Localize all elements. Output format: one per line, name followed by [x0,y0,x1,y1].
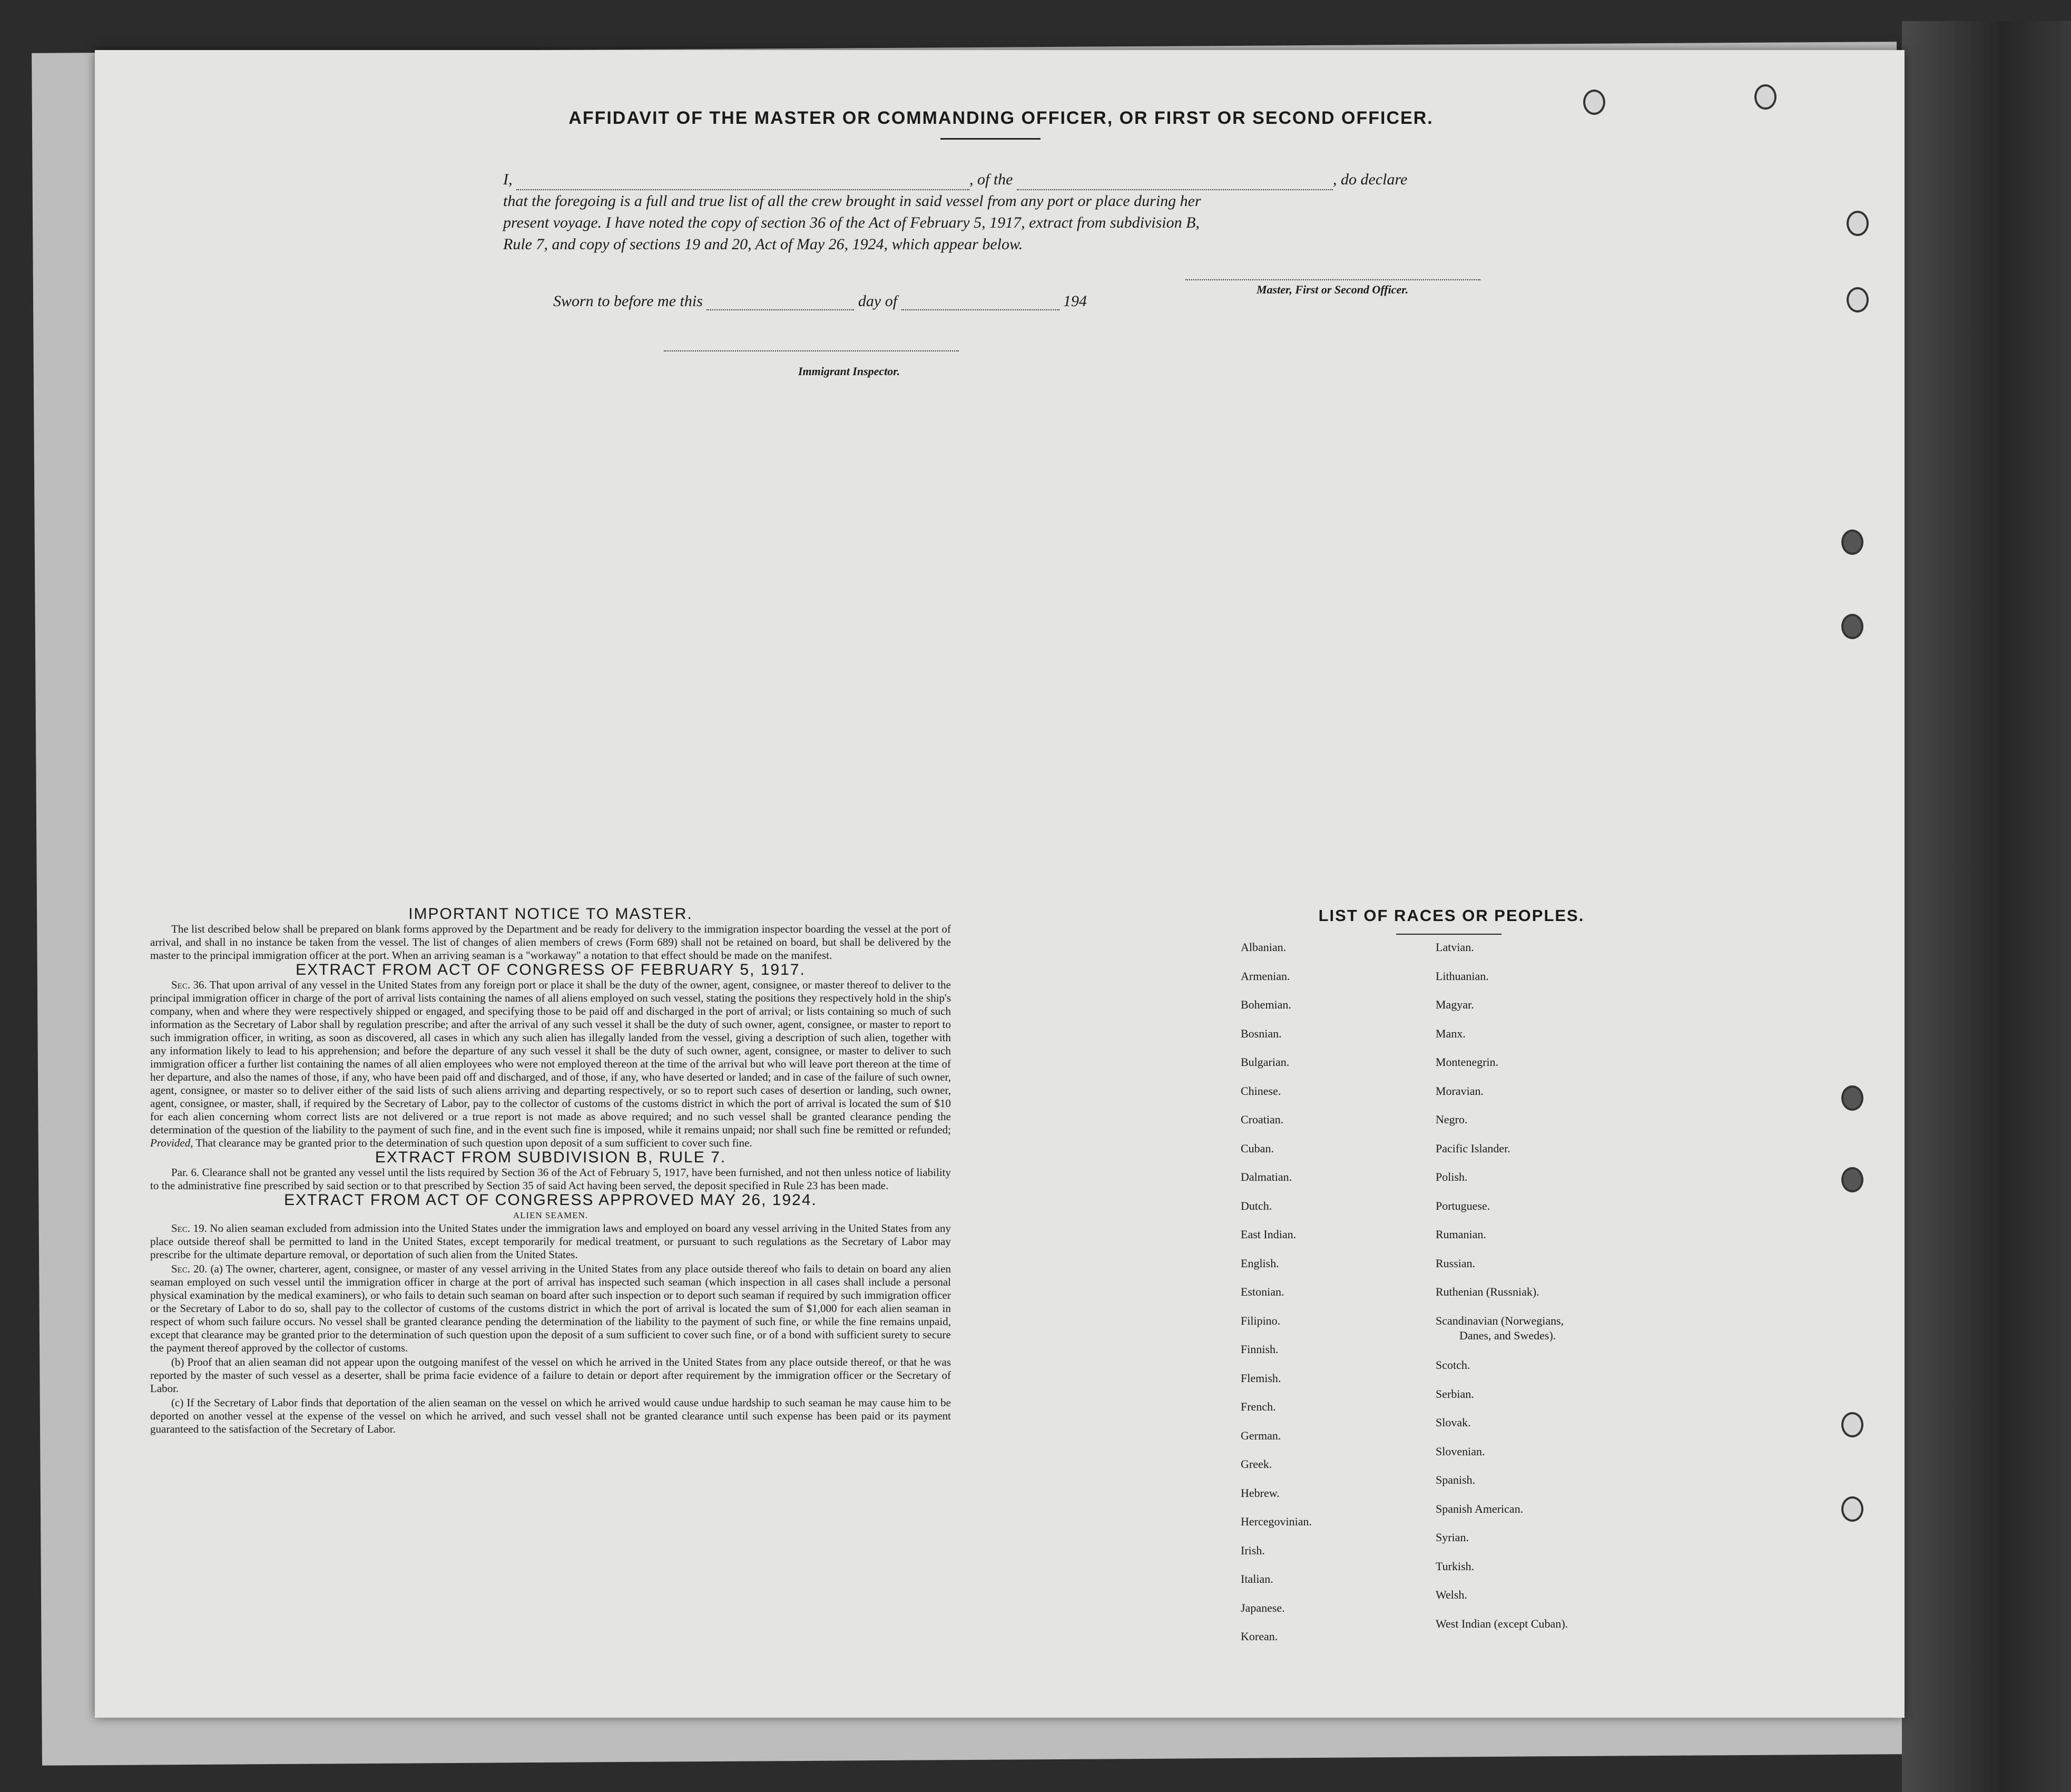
race-item: Estonian. [1241,1285,1284,1298]
provided-text: That clearance may be granted prior to the determination of such question upon deposit of a sum sufficient to cover such fine. [195,1137,752,1149]
section-36-text: That upon arrival of any vessel in the United States from any foreign port or place it shall be the duty of the owner, agent, consignee, or master thereof to deliver to the principal immigration officer in charge of the port of arrival lists containing the names of all aliens employed on such vessel, stating the positions they respectively hold in the ship's company, when and where they were respectively shipped or engaged, and specifying those to be paid off and discharged in the port of arrival; or lists containing so much of such information as the Secretary of Labor shall by regulation prescribe; and after the arrival of any such vessel it shall be the duty of such owner, agent, consignee, or master to report to such immigration officer, in writing, as soon as discovered, all cases in which any such alien has illegally landed from the vessel, giving a description of such alien, together with any information likely to lead to his apprehension; and before the departure of any such vessel it shall be the duty of such owner, agent, consignee, or master to deliver to such immigration officer a further list containing the names of all alien employees who were not employed thereon at the time of the arrival but who will leave port thereon at the time of her departure, and also the names of those, if any, who have been paid off and discharged, and of those, if any, who have deserted or landed; and in case of the failure of such owner, agent, consignee, or master so to deliver either of the said lists of such aliens arriving and departing respectively, or so to report such cases of desertion or landing, such owner, agent, consignee, or master, shall, if required by the Secretary of Labor, pay to the collector of customs of the customs district in which the port of arrival is located the sum of $10 for each alien concerning whom correct lists are not delivered or a true report is not made as above required; and no such vessel shall be granted clearance pending the determination of the question of the liability to the payment of such fine, and in the event such fine is imposed, while it remains unpaid; nor shall such fine be remitted or refunded; [150,978,951,1136]
notice-column [150,906,951,1437]
affidavit-body [503,169,1494,255]
race-item: Syrian. [1436,1531,1469,1544]
sworn-row [553,292,1087,310]
race-item: German. [1241,1428,1281,1442]
section-36-label: Sec. 36. [171,978,207,991]
affidavit-line-2: present voyage. I have noted the copy of section 36 of the Act of February 5, 1917, extract from subdivision B, [503,214,1200,231]
race-item: Dutch. [1241,1199,1272,1212]
punch-hole-icon [1841,1412,1863,1437]
race-item: Croatian. [1241,1113,1284,1126]
race-item: Finnish. [1241,1343,1279,1356]
section-20-paragraph [150,1262,951,1355]
master-signature-label: Master, First or Second Officer. [1257,283,1409,296]
race-item: Bosnian. [1241,1026,1282,1040]
race-item: Pacific Islander. [1436,1141,1510,1155]
provided-label: Provided, [150,1137,193,1149]
race-item: Montenegrin. [1436,1055,1499,1069]
race-item: Negro. [1436,1113,1468,1126]
race-item: Greek. [1241,1457,1272,1471]
race-item: Dalmatian. [1241,1170,1292,1183]
section-19-label: Sec. 19. [171,1222,207,1235]
races-title: LIST OF RACES OR PEOPLES. [1318,906,1585,925]
notice-text: The list described below shall be prepared on blank forms approved by the Department and be ready for delivery to the immigration inspector boarding the vessel at the port of arrival, and shall in no instance be taken from the vessel. The list of changes of alien members of crews (Form 689) shall not be retained on board, but shall be delivered by the master to the principal immigration officer at the port. When an arriving seaman is a "workaway" a notation to that effect should be made on the manifest. [150,923,951,962]
race-item: Russian. [1436,1256,1476,1270]
race-item: Chinese. [1241,1084,1281,1098]
punch-hole-icon [1583,90,1605,115]
race-item: Ruthenian (Russniak). [1436,1285,1539,1298]
of-the-label: , of the [969,171,1013,188]
race-item: Bohemian. [1241,998,1291,1011]
race-item: Portuguese. [1436,1199,1490,1212]
section-20-b-text: (b) Proof that an alien seaman did not appear upon the outgoing manifest of the vessel on which he arrived in the United States from any place outside thereof, or that he was reported by the master of such vessel as a deserter, shall be prima facie evidence of a failure to detain or deport after requirement by the immigration officer or the Secretary of Labor. [150,1356,951,1395]
affidavit-line-3: Rule 7, and copy of sections 19 and 20, Act of May 26, 1924, which appear below. [503,236,1023,253]
race-item: Slovenian. [1436,1444,1485,1458]
race-item: Scandinavian (Norwegians, [1436,1314,1564,1327]
punch-hole-icon [1841,614,1863,639]
section-19-paragraph [150,1222,951,1261]
punch-hole-icon [1754,84,1776,110]
race-item: Latvian. [1436,941,1474,954]
sworn-month-field[interactable] [901,309,1059,310]
section-20-text: (a) The owner, charterer, agent, consignee, or master of any vessel arriving in the United States from any place outside thereof who fails to detain on board any alien seaman employed on such vessel until the immigration officer in charge at the port of arrival has inspected such seaman (which inspection in all cases shall include a personal physical examination by the medical examiners), or who fails to detain such seaman on board after such inspection or to deport such seaman if required by such immigration officer or the Secretary of Labor to do so, shall pay to the collector of customs of the customs district in which the port of arrival is located the sum of $1,000 for each alien seaman in respect of whom such failure occurs. No vessel shall be granted clearance pending the determination of the liability to the payment of such fine, or while the fine remains unpaid, except that clearance may be granted prior to the determination of such question upon the deposit of a sum sufficient to cover such fine, or of a bond with sufficient surety to secure the payment thereof approved by the collector of customs. [150,1262,951,1354]
binder-edge [1902,21,2071,1792]
race-item: Magyar. [1436,998,1474,1011]
race-item: Bulgarian. [1241,1055,1290,1069]
sworn-day-field[interactable] [706,309,854,310]
affidavit-title: AFFIDAVIT OF THE MASTER OR COMMANDING OFFICER, OR FIRST OR SECOND OFFICER. [568,108,1434,128]
race-item: French. [1241,1400,1276,1413]
subdivision-b-title: EXTRACT FROM SUBDIVISION B, RULE 7. [375,1149,727,1166]
inspector-signature-label: Immigrant Inspector. [798,365,900,378]
extract-1917-title: EXTRACT FROM ACT OF CONGRESS OF FEBRUARY 5, 1917. [296,961,806,978]
year-label: 194 [1063,292,1087,310]
punch-hole-icon [1847,211,1869,236]
races-title-underline [1396,934,1501,935]
race-item: English. [1241,1256,1279,1270]
race-item: Albanian. [1241,941,1287,954]
race-item: Manx. [1436,1026,1466,1040]
extract-1924-title: EXTRACT FROM ACT OF CONGRESS APPROVED MAY 26, 1924. [284,1191,817,1209]
race-item: East Indian. [1241,1228,1297,1241]
race-item: Irish. [1241,1543,1265,1557]
race-item: Spanish American. [1436,1502,1524,1515]
race-item: Turkish. [1436,1559,1475,1573]
i-label: I, [503,171,513,188]
affidavit-line-1: that the foregoing is a full and true list of all the crew brought in said vessel from any port or place during her [503,192,1201,210]
race-item: Rumanian. [1436,1228,1486,1241]
race-item: Welsh. [1436,1588,1467,1601]
notice-title: IMPORTANT NOTICE TO MASTER. [408,905,693,923]
race-item: Filipino. [1241,1314,1281,1327]
race-item: Slovak. [1436,1416,1471,1429]
punch-hole-icon [1847,287,1869,312]
section-20-c-text: (c) If the Secretary of Labor finds that deportation of the alien seaman on the vessel on which he arrived would cause undue hardship to such seaman he may cause him to be deported on another vessel at the expense of the vessel on which he arrived, and such vessel shall not be granted clearance until such expense has been paid or its payment guaranteed to the satisfaction of the Secretary of Labor. [150,1396,951,1435]
alien-seamen-subtitle: ALIEN SEAMEN. [513,1210,588,1220]
punch-hole-icon [1841,1167,1863,1192]
race-item: Moravian. [1436,1084,1484,1098]
title-underline [940,138,1041,140]
race-item: Danes, and Swedes). [1459,1328,1556,1342]
section-20-label: Sec. 20. [171,1262,208,1275]
race-item: Italian. [1241,1572,1273,1585]
section-19-text: No alien seaman excluded from admission into the United States under the immigration laws and employed on board any vessel arriving in the United States from any place outside thereof shall be permitted to land in the United States, except temporarily for medical treatment, or pursuant to such regulations as the Secretary of Labor may prescribe for the ultimate departure removal, or deportation of such alien from the United States. [150,1222,951,1261]
sworn-label: Sworn to before me this [553,292,703,310]
race-item: Hebrew. [1241,1486,1280,1500]
punch-hole-icon [1841,1496,1863,1522]
punch-hole-icon [1841,1085,1863,1111]
race-item: Hercegovinian. [1241,1515,1312,1528]
race-item: Serbian. [1436,1387,1474,1401]
race-item: Korean. [1241,1630,1278,1643]
race-item: West Indian (except Cuban). [1436,1617,1568,1630]
race-item: Scotch. [1436,1358,1470,1372]
do-declare-label: , do declare [1333,171,1408,188]
race-item: Cuban. [1241,1141,1274,1155]
affidavit-first-line [503,169,1494,190]
punch-hole-icon [1841,530,1863,555]
race-item: Spanish. [1436,1473,1476,1486]
inspector-signature-line[interactable] [664,350,959,351]
subdivision-b-text: Par. 6. Clearance shall not be granted any vessel until the lists required by Section 36 of the Act of February 5, 1917, have been furnished, and not then unless notice of liability to the administrative fine prescribed by said section or to that prescribed by Section 35 of said Act having been served, the deposit specified in Rule 23 has been made. [150,1166,951,1192]
section-36-paragraph [150,978,951,1150]
race-item: Polish. [1436,1170,1468,1183]
race-item: Armenian. [1241,969,1290,983]
day-of-label: day of [858,292,898,310]
race-item: Lithuanian. [1436,969,1489,983]
race-item: Flemish. [1241,1371,1281,1385]
race-item: Japanese. [1241,1601,1285,1614]
master-signature-line[interactable] [1185,279,1480,280]
